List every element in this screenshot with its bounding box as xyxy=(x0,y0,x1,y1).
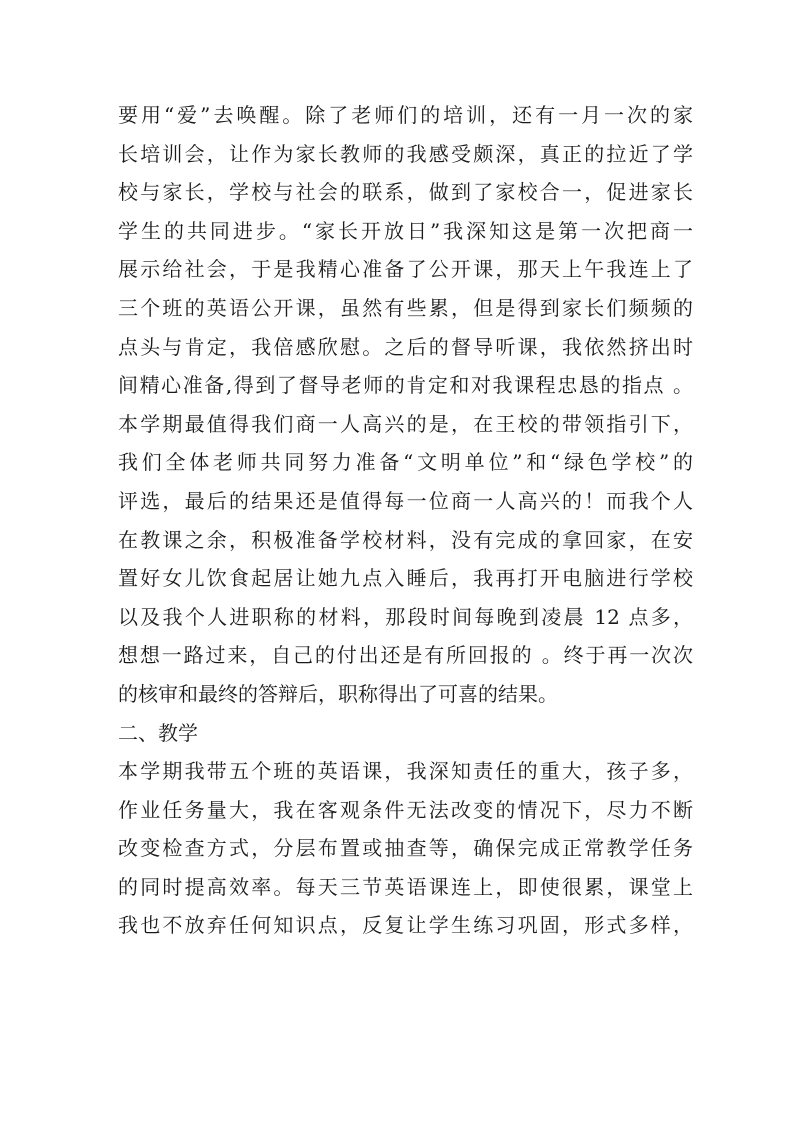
text-line: 在教课之余，积极准备学校材料，没有完成的拿回家，在安 xyxy=(118,527,693,552)
section-heading: 二、教学 xyxy=(118,720,198,745)
text-line: 作业任务量大，我在客观条件无法改变的情况下，尽力不断 xyxy=(118,797,693,822)
text-line: 校与家长，学校与社会的联系，做到了家校合一，促进家长 xyxy=(118,180,693,205)
text-line: 评选，最后的结果还是值得每一位商一人高兴的！而我个人 xyxy=(118,488,693,513)
text-line: 展示给社会，于是我精心准备了公开课，那天上午我连上了 xyxy=(118,257,693,282)
text-line: 改变检查方式，分层布置或抽查等，确保完成正常教学任务 xyxy=(118,836,693,861)
text-line: 本学期最值得我们商一人高兴的是，在王校的带领指引下， xyxy=(118,411,693,436)
text-line: 点头与肯定，我倍感欣慰。之后的督导听课，我依然挤出时 xyxy=(118,334,693,359)
text-line: 我们全体老师共同努力准备“文明单位”和“绿色学校”的 xyxy=(118,450,693,475)
text-line: 长培训会，让作为家长教师的我感受颇深，真正的拉近了学 xyxy=(118,141,693,166)
body-text xyxy=(118,96,693,945)
text-line: 以及我个人进职称的材料，那段时间每晚到凌晨 12 点多， xyxy=(118,604,693,629)
text-line: 想想一路过来，自己的付出还是有所回报的 。终于再一次次 xyxy=(118,643,693,668)
text-line: 间精心准备,得到了督导老师的肯定和对我课程忠恳的指点 。 xyxy=(118,373,693,398)
text-line: 本学期我带五个班的英语课，我深知责任的重大，孩子多， xyxy=(118,759,693,784)
text-line: 的同时提高效率。每天三节英语课连上，即使很累，课堂上 xyxy=(118,874,693,899)
text-line: 我也不放弃任何知识点，反复让学生练习巩固，形式多样， xyxy=(118,913,693,938)
text-line: 要用“爱”去唤醒。除了老师们的培训，还有一月一次的家 xyxy=(118,103,693,127)
text-line: 三个班的英语公开课，虽然有些累，但是得到家长们频频的 xyxy=(118,295,693,320)
text-line: 的核审和最终的答辩后，职称得出了可喜的结果。 xyxy=(118,681,558,706)
text-line: 置好女儿饮食起居让她九点入睡后，我再打开电脑进行学校 xyxy=(118,566,693,591)
text-line: 学生的共同进步。“家长开放日”我深知这是第一次把商一 xyxy=(118,218,693,243)
